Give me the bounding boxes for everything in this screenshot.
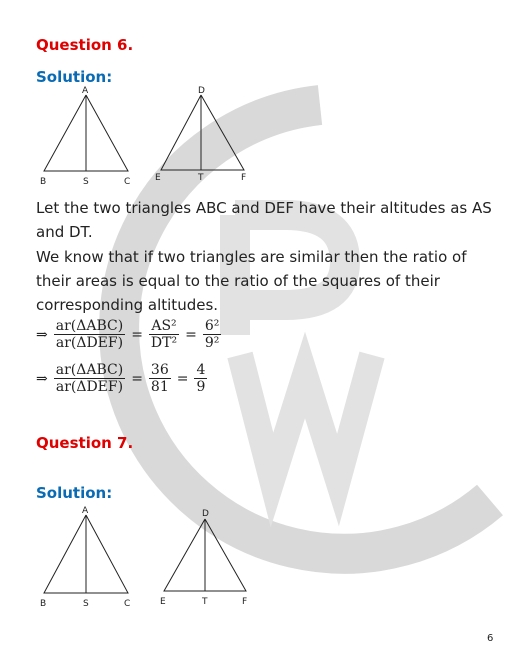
equals-sign: = <box>185 326 197 343</box>
vertex-label: T <box>198 173 204 183</box>
vertex-label: C <box>124 177 131 187</box>
vertex-label: A <box>82 506 89 516</box>
denominator: 9 <box>196 379 206 395</box>
implies-symbol: ⇒ <box>36 370 48 387</box>
fraction <box>54 362 125 395</box>
solution-heading: Solution: <box>36 68 113 86</box>
vertex-label: A <box>82 86 89 96</box>
vertex-label: D <box>198 86 205 96</box>
numerator: ar(ΔABC) <box>55 318 124 334</box>
question-7-heading: Question 7. <box>36 434 134 452</box>
equals-sign: = <box>131 326 143 343</box>
equation-2 <box>36 362 207 395</box>
denominator: 9² <box>204 335 220 351</box>
vertex-label: B <box>40 599 47 609</box>
numerator: ar(ΔABC) <box>55 362 124 378</box>
vertex-label: T <box>202 597 208 607</box>
fraction <box>194 362 207 395</box>
triangle-abc <box>40 506 130 609</box>
paragraph-altitudes: Let the two triangles ABC and DEF have their altitudes as AS and DT. <box>36 199 492 241</box>
triangle-abc <box>40 86 130 187</box>
denominator: ar(ΔDEF) <box>55 335 124 351</box>
numerator: AS² <box>151 318 177 334</box>
triangles-figure <box>36 505 266 609</box>
triangle-def <box>160 509 247 607</box>
vertex-label: C <box>124 599 131 609</box>
equals-sign: = <box>131 370 143 387</box>
triangle-def <box>155 86 246 183</box>
vertex-label: E <box>155 173 161 183</box>
vertex-label: F <box>241 173 247 183</box>
vertex-label: S <box>83 177 89 187</box>
numerator: 6² <box>204 318 220 334</box>
numerator: 36 <box>150 362 169 378</box>
fraction <box>203 318 222 351</box>
vertex-label: E <box>160 597 166 607</box>
implies-symbol: ⇒ <box>36 326 48 343</box>
question-6-heading: Question 6. <box>36 36 134 54</box>
fraction <box>54 318 125 351</box>
fraction <box>149 318 179 351</box>
equals-sign: = <box>176 370 189 387</box>
page-number: 6 <box>487 633 494 644</box>
denominator: 81 <box>150 379 169 395</box>
denominator: DT² <box>150 335 178 351</box>
solution-heading: Solution: <box>36 484 113 502</box>
paragraph-similar-triangles: We know that if two triangles are similar then the ratio of their areas is equal to the ratio of the squares of their corresponding altitudes. <box>36 248 467 314</box>
numerator: 4 <box>196 362 206 378</box>
equation-1 <box>36 318 221 351</box>
vertex-label: B <box>40 177 47 187</box>
vertex-label: S <box>83 599 89 609</box>
denominator: ar(ΔDEF) <box>55 379 124 395</box>
triangles-figure <box>36 86 266 190</box>
vertex-label: F <box>242 597 248 607</box>
fraction <box>149 362 171 395</box>
vertex-label: D <box>202 509 209 519</box>
